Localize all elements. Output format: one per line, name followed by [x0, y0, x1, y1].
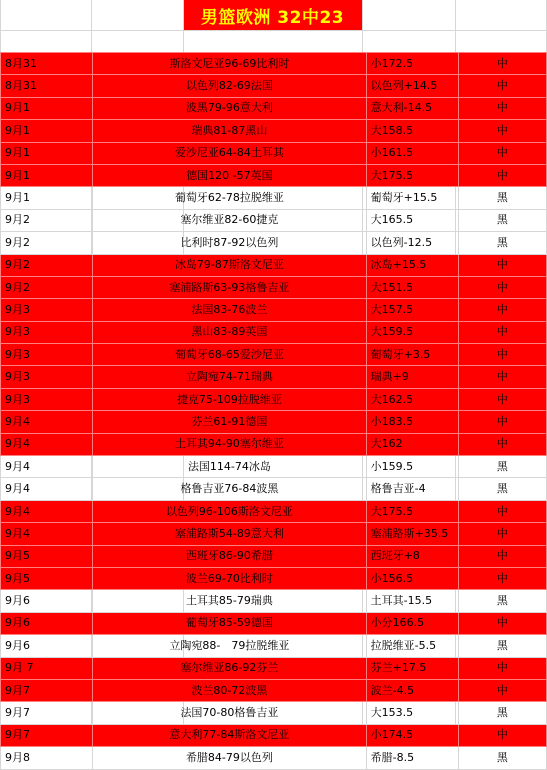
date-cell: 9月3: [1, 299, 93, 321]
bet-cell: 小156.5: [366, 567, 458, 589]
table-row: [1, 478, 547, 500]
result-cell: 中: [458, 366, 546, 388]
table-row: [1, 232, 547, 254]
result-cell: 中: [458, 411, 546, 433]
bet-cell: 小161.5: [366, 142, 458, 164]
table-row: [1, 612, 547, 634]
date-cell: 9月3: [1, 321, 93, 343]
table-row: [1, 635, 547, 657]
result-cell: 中: [458, 612, 546, 634]
table-row: [1, 142, 547, 164]
bet-cell: 大165.5: [366, 209, 458, 231]
bet-cell: 大151.5: [366, 276, 458, 298]
match-cell: 法国83-76波兰: [93, 299, 367, 321]
table-row: [1, 120, 547, 142]
table-row: [1, 276, 547, 298]
table-row: [1, 321, 547, 343]
date-cell: 9月2: [1, 232, 93, 254]
date-cell: 9月2: [1, 209, 93, 231]
table-row: [1, 523, 547, 545]
bet-cell: 以色列-12.5: [366, 232, 458, 254]
bet-cell: 大159.5: [366, 321, 458, 343]
date-cell: 9月7: [1, 679, 93, 701]
result-cell: 中: [458, 344, 546, 366]
result-cell: 中: [458, 545, 546, 567]
date-cell: 9月4: [1, 523, 93, 545]
bet-cell: 以色列+14.5: [366, 75, 458, 97]
match-cell: 土耳其94-90塞尔维亚: [93, 433, 367, 455]
date-cell: 9月4: [1, 456, 93, 478]
date-cell: 9月1: [1, 187, 93, 209]
result-cell: 中: [458, 254, 546, 276]
table-row: [1, 75, 547, 97]
match-cell: 法国114-74冰岛: [93, 456, 367, 478]
title-row: [0, 0, 547, 30]
result-cell: 中: [458, 299, 546, 321]
bet-cell: 芬兰+17.5: [366, 657, 458, 679]
result-cell: 黑: [458, 747, 546, 769]
match-cell: 比利时87-92以色列: [93, 232, 367, 254]
grid-line: [0, 30, 547, 31]
result-cell: 中: [458, 321, 546, 343]
results-table-body: [1, 53, 547, 770]
table-row: [1, 702, 547, 724]
result-cell: 中: [458, 164, 546, 186]
match-cell: 波兰69-70比利时: [93, 567, 367, 589]
match-cell: 葡萄牙62-78拉脱维亚: [93, 187, 367, 209]
bet-cell: 波兰-4.5: [366, 679, 458, 701]
bet-cell: 葡萄牙+15.5: [366, 187, 458, 209]
date-cell: 9月5: [1, 545, 93, 567]
bet-cell: 西班牙+8: [366, 545, 458, 567]
result-cell: 黑: [458, 478, 546, 500]
date-cell: 9月1: [1, 164, 93, 186]
result-cell: 黑: [458, 187, 546, 209]
date-cell: 8月31: [1, 53, 93, 75]
bet-cell: 瑞典+9: [366, 366, 458, 388]
table-row: [1, 299, 547, 321]
bet-cell: 小174.5: [366, 724, 458, 746]
table-row: [1, 388, 547, 410]
result-cell: 中: [458, 53, 546, 75]
table-row: [1, 164, 547, 186]
bet-cell: 小172.5: [366, 53, 458, 75]
bet-cell: 葡萄牙+3.5: [366, 344, 458, 366]
table-row: [1, 187, 547, 209]
date-cell: 9月1: [1, 142, 93, 164]
date-cell: 9月3: [1, 388, 93, 410]
result-cell: 中: [458, 657, 546, 679]
match-cell: 冰岛79-87斯洛文尼亚: [93, 254, 367, 276]
table-row: [1, 567, 547, 589]
match-cell: 波兰80-72波黑: [93, 679, 367, 701]
result-cell: 中: [458, 523, 546, 545]
bet-cell: 大175.5: [366, 500, 458, 522]
table-row: [1, 456, 547, 478]
date-cell: 9月4: [1, 500, 93, 522]
result-cell: 中: [458, 120, 546, 142]
bet-cell: 大157.5: [366, 299, 458, 321]
match-cell: 德国120 -57英国: [93, 164, 367, 186]
bet-cell: 意大利-14.5: [366, 97, 458, 119]
date-cell: 9月3: [1, 344, 93, 366]
table-row: [1, 344, 547, 366]
result-cell: 黑: [458, 702, 546, 724]
bet-cell: 塞浦路斯+35.5: [366, 523, 458, 545]
table-row: [1, 209, 547, 231]
match-cell: 塞尔维亚86-92芬兰: [93, 657, 367, 679]
match-cell: 波黑79-96意大利: [93, 97, 367, 119]
date-cell: 9月8: [1, 747, 93, 769]
date-cell: 9月2: [1, 254, 93, 276]
match-cell: 葡萄牙85-59德国: [93, 612, 367, 634]
date-cell: 8月31: [1, 75, 93, 97]
match-cell: 法国70-80格鲁吉亚: [93, 702, 367, 724]
date-cell: 9月4: [1, 411, 93, 433]
result-cell: 中: [458, 724, 546, 746]
date-cell: 9月2: [1, 276, 93, 298]
bet-cell: 大175.5: [366, 164, 458, 186]
result-cell: 黑: [458, 635, 546, 657]
date-cell: 9月7: [1, 724, 93, 746]
match-cell: 立陶宛74-71瑞典: [93, 366, 367, 388]
bet-cell: 土耳其-15.5: [366, 590, 458, 612]
results-table: [0, 52, 547, 770]
match-cell: 黑山83-89英国: [93, 321, 367, 343]
match-cell: 以色列82-69法国: [93, 75, 367, 97]
match-cell: 芬兰61-91德国: [93, 411, 367, 433]
bet-cell: 拉脱维亚-5.5: [366, 635, 458, 657]
table-row: [1, 590, 547, 612]
table-row: [1, 433, 547, 455]
date-cell: 9月 7: [1, 657, 93, 679]
result-cell: 中: [458, 97, 546, 119]
match-cell: 西班牙86-90希腊: [93, 545, 367, 567]
table-row: [1, 545, 547, 567]
table-row: [1, 657, 547, 679]
result-cell: 黑: [458, 590, 546, 612]
date-cell: 9月5: [1, 567, 93, 589]
result-cell: 中: [458, 276, 546, 298]
match-cell: 立陶宛88- 79拉脱维亚: [93, 635, 367, 657]
result-cell: 中: [458, 388, 546, 410]
result-cell: 中: [458, 500, 546, 522]
result-cell: 中: [458, 433, 546, 455]
table-row: [1, 679, 547, 701]
match-cell: 斯洛文尼亚96-69比利时: [93, 53, 367, 75]
table-row: [1, 411, 547, 433]
table-row: [1, 366, 547, 388]
bet-cell: 小183.5: [366, 411, 458, 433]
match-cell: 土耳其85-79瑞典: [93, 590, 367, 612]
bet-cell: 小分166.5: [366, 612, 458, 634]
bet-cell: 冰岛+15.5: [366, 254, 458, 276]
date-cell: 9月6: [1, 612, 93, 634]
blank-row: [0, 30, 547, 52]
table-row: [1, 53, 547, 75]
date-cell: 9月1: [1, 97, 93, 119]
bet-cell: 大162.5: [366, 388, 458, 410]
bet-cell: 大158.5: [366, 120, 458, 142]
bet-cell: 格鲁吉亚-4: [366, 478, 458, 500]
bet-cell: 大162: [366, 433, 458, 455]
page-title: 男篮欧洲 32中23: [183, 0, 362, 30]
result-cell: 黑: [458, 209, 546, 231]
table-row: [1, 254, 547, 276]
bet-cell: 希腊-8.5: [366, 747, 458, 769]
match-cell: 希腊84-79以色列: [93, 747, 367, 769]
date-cell: 9月4: [1, 433, 93, 455]
table-row: [1, 97, 547, 119]
result-cell: 中: [458, 75, 546, 97]
table-row: [1, 747, 547, 769]
result-cell: 中: [458, 567, 546, 589]
match-cell: 以色列96-106斯洛文尼亚: [93, 500, 367, 522]
date-cell: 9月1: [1, 120, 93, 142]
result-cell: 中: [458, 142, 546, 164]
match-cell: 瑞典81-87黑山: [93, 120, 367, 142]
date-cell: 9月6: [1, 635, 93, 657]
match-cell: 格鲁吉亚76-84波黑: [93, 478, 367, 500]
date-cell: 9月4: [1, 478, 93, 500]
match-cell: 塞尔维亚82-60捷克: [93, 209, 367, 231]
match-cell: 捷克75-109拉脱维亚: [93, 388, 367, 410]
table-row: [1, 500, 547, 522]
date-cell: 9月7: [1, 702, 93, 724]
match-cell: 塞浦路斯63-93格鲁吉亚: [93, 276, 367, 298]
match-cell: 意大利77-84斯洛文尼亚: [93, 724, 367, 746]
match-cell: 塞浦路斯54-89意大利: [93, 523, 367, 545]
result-cell: 黑: [458, 456, 546, 478]
date-cell: 9月6: [1, 590, 93, 612]
table-row: [1, 724, 547, 746]
bet-cell: 大153.5: [366, 702, 458, 724]
result-cell: 中: [458, 679, 546, 701]
match-cell: 爱沙尼亚64-84土耳其: [93, 142, 367, 164]
date-cell: 9月3: [1, 366, 93, 388]
bet-cell: 小159.5: [366, 456, 458, 478]
result-cell: 黑: [458, 232, 546, 254]
match-cell: 葡萄牙68-65爱沙尼亚: [93, 344, 367, 366]
